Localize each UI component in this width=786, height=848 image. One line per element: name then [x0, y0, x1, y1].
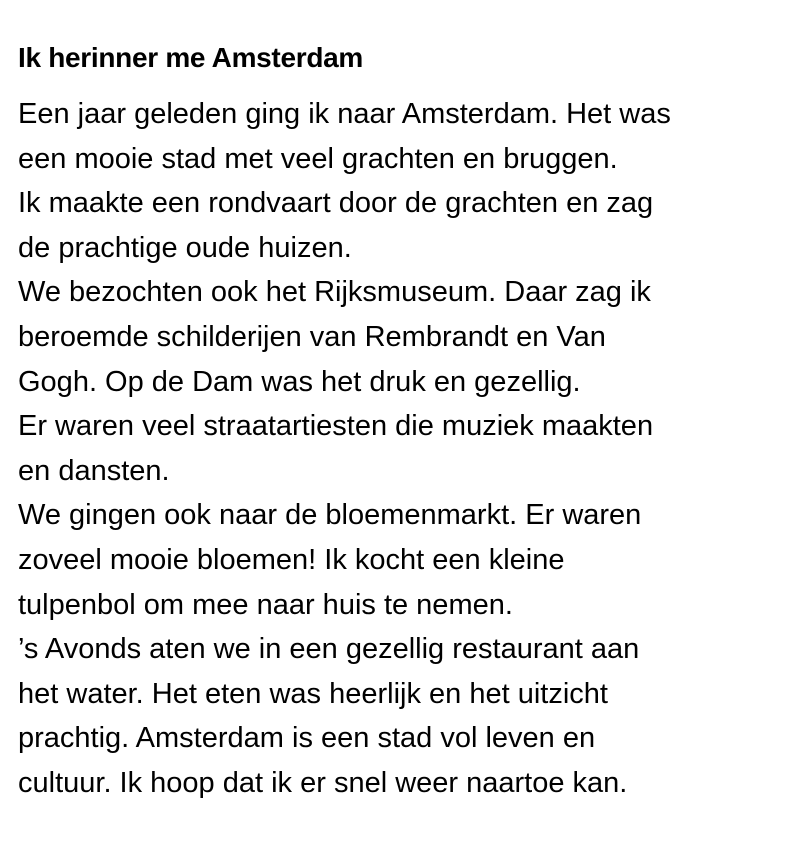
text-line: Er waren veel straatartiesten die muziek maakten — [18, 410, 654, 443]
text-line: de prachtige oude huizen. — [18, 231, 352, 264]
text-line: zoveel mooie bloemen! Ik kocht een kleine — [18, 543, 565, 576]
document — [18, 38, 778, 806]
text-line: Gogh. Op de Dam was het druk en gezellig. — [18, 365, 581, 398]
document-title: Ik herinner me Amsterdam — [18, 42, 364, 73]
text-line: cultuur. Ik hoop dat ik er snel weer naartoe kan. — [18, 766, 628, 799]
text-line: Ik maakte een rondvaart door de grachten en zag — [18, 187, 654, 220]
document-body — [18, 92, 778, 806]
text-line: beroemde schilderijen van Rembrandt en Van — [18, 320, 606, 353]
text-line: en dansten. — [18, 454, 170, 487]
text-line: tulpenbol om mee naar huis te nemen. — [18, 588, 513, 621]
text-line: We bezochten ook het Rijksmuseum. Daar zag ik — [18, 276, 651, 309]
text-line: ’s Avonds aten we in een gezellig restaurant aan — [18, 633, 640, 666]
text-line: het water. Het eten was heerlijk en het uitzicht — [18, 677, 608, 710]
text-line: We gingen ook naar de bloemenmarkt. Er waren — [18, 499, 642, 532]
text-line: een mooie stad met veel grachten en bruggen. — [18, 142, 618, 175]
text-line: prachtig. Amsterdam is een stad vol leven en — [18, 722, 596, 755]
text-line: Een jaar geleden ging ik naar Amsterdam. Het was — [18, 98, 671, 130]
